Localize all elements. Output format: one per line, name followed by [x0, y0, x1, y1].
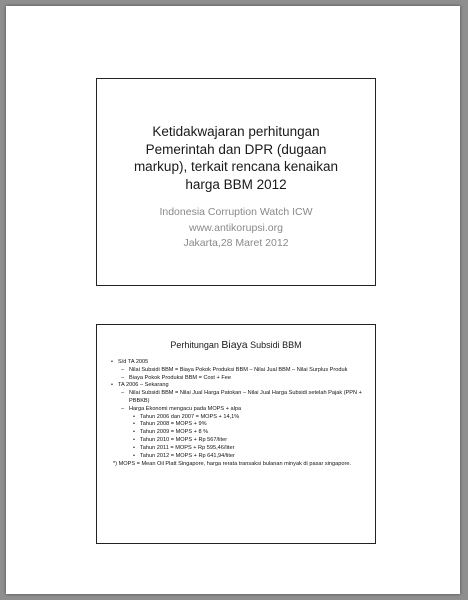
document-page — [6, 6, 460, 594]
bullet-text: Harga Ekonomi mengacu pada MOPS + alpa — [129, 405, 242, 412]
bullet-text: TA 2006 – Sekarang — [118, 382, 169, 389]
dash-marker: – — [121, 366, 125, 373]
slide-title-subtitle — [107, 205, 365, 252]
dash-marker: – — [121, 374, 125, 381]
heading-part: Perhitungan — [170, 340, 222, 350]
bullet-text: Biaya Pokok Produksi BBM = Cost + Fee — [129, 374, 231, 381]
bullet-text: Tahun 2010 = MOPS + Rp 567/liter — [140, 436, 228, 443]
bullet-marker: • — [133, 452, 135, 459]
year-item — [111, 437, 367, 445]
bullet-marker: • — [111, 382, 113, 389]
year-item — [111, 414, 367, 422]
bullet-marker: • — [133, 421, 135, 428]
year-item — [111, 445, 367, 453]
heading-part: Biaya — [221, 339, 248, 351]
sub-bullet-item — [111, 406, 367, 414]
bullet-marker: • — [133, 413, 135, 420]
slide-title-heading — [107, 123, 365, 193]
heading-part: Subsidi BBM — [247, 340, 302, 350]
slide-body — [111, 359, 367, 469]
year-item — [111, 429, 367, 437]
bullet-text: Tahun 2006 dan 2007 = MOPS + 14,1% — [140, 413, 240, 420]
title-line: markup), terkait rencana kenaikan — [133, 159, 339, 174]
bullet-marker: • — [133, 429, 135, 436]
title-line: Ketidakwajaran perhitungan — [152, 124, 320, 139]
year-item — [111, 453, 367, 461]
slide-title — [96, 78, 376, 286]
bullet-marker: • — [133, 444, 135, 451]
bullet-text: Tahun 2009 = MOPS + 8 % — [140, 429, 209, 436]
bullet-text: Nilai Subsidi BBM = Nilai Jual Harga Patokan – Nilai Jual Harga Subsidi setelah Pajak (PPN + PBBKB) — [129, 390, 362, 404]
website: www.antikorupsi.org — [189, 221, 283, 234]
dash-marker: – — [121, 390, 125, 397]
bullet-marker: • — [133, 436, 135, 443]
bullet-text: S/d TA 2005 — [118, 359, 149, 365]
bullet-text: Tahun 2012 = MOPS + Rp 641,94/liter — [140, 452, 235, 459]
bullet-text: Tahun 2008 = MOPS + 9% — [140, 421, 207, 428]
year-item — [111, 421, 367, 429]
bullet-item — [111, 359, 367, 367]
sub-bullet-item — [111, 390, 367, 406]
footnote: *) MOPS = Mean Oil Platt Singapore, harga rerata transaksi bulanan minyak di pasar singapore. — [113, 461, 352, 468]
dash-marker: – — [121, 405, 125, 412]
sub-bullet-item — [111, 367, 367, 375]
organization-name: Indonesia Corruption Watch ICW — [159, 206, 313, 218]
bullet-item — [111, 382, 367, 390]
title-line: harga BBM 2012 — [185, 176, 287, 192]
bullet-marker: • — [111, 359, 113, 365]
title-line: Pemerintah dan DPR (dugaan — [145, 141, 327, 157]
sub-bullet-item — [111, 375, 367, 383]
bullet-text: Nilai Subsidi BBM = Biaya Pokok Produksi BBM – Nilai Jual BBM – Nilai Surplus Produk — [129, 366, 348, 373]
place-date: Jakarta,28 Maret 2012 — [183, 237, 289, 249]
slide-subsidy-calculation — [96, 324, 376, 544]
bullet-text: Tahun 2011 = MOPS + Rp 595,46/liter — [140, 444, 235, 451]
slide-heading — [97, 339, 375, 351]
